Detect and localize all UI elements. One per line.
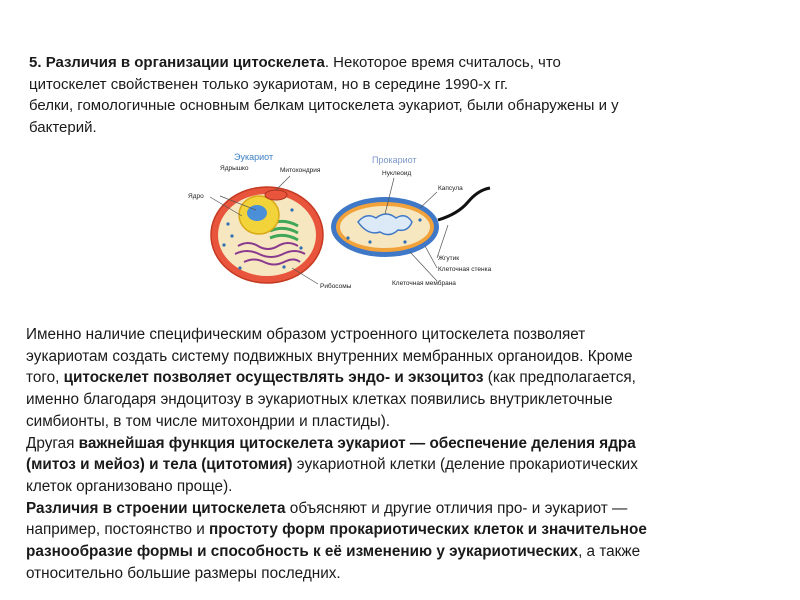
intro-line-3: белки, гомологичные основным белкам цитоскелета эукариот, были обнаружены и у (29, 97, 619, 114)
body-line-5: симбионты, в том числе митохондрии и пластиды). (26, 412, 391, 430)
body-text: того, (26, 369, 64, 387)
intro-line-1 (29, 52, 769, 74)
body-paragraph (26, 324, 778, 584)
label-nucleoid: Нуклеоид (382, 170, 412, 177)
label-nucleus: Ядро (188, 193, 204, 200)
body-text: эукариотной клетки (деление прокариотических (292, 456, 638, 474)
intro-line-2: цитоскелет свойственен только эукариотам, но в середине 1990-х гг. (29, 75, 509, 93)
body-line-10 (26, 519, 778, 541)
body-line-3 (26, 367, 778, 389)
eukaryote-cell (211, 187, 323, 283)
body-bold-text: цитоскелет позволяет осуществлять эндо- и экзоцитоз (63, 369, 484, 387)
body-bold-text: разнообразие формы и способность к её изменению у эукариотических (26, 543, 579, 561)
body-text: , а также (578, 543, 641, 561)
body-line-8: клеток организовано проще). (26, 477, 233, 495)
label-nucleolus: Ядрышко (220, 165, 249, 172)
body-line-9 (26, 498, 778, 520)
body-line-11 (26, 541, 778, 563)
body-text: например, постоянство и (26, 521, 209, 539)
body-line-1: Именно наличие специфическим образом устроенного цитоскелета позволяет (26, 326, 586, 343)
intro-text: . Некоторое время считалось, что (324, 54, 561, 71)
section-number: 5. (29, 54, 42, 71)
body-text: (как предполагается, (483, 369, 636, 387)
label-flagellum: Жгутик (438, 255, 460, 262)
body-line-12: относительно большие размеры последних. (26, 564, 341, 582)
intro-paragraph (29, 52, 769, 138)
body-line-4: именно благодаря эндоцитозу в эукариотных клетках появились внутриклеточные (26, 391, 613, 409)
cell-comparison-figure (180, 150, 520, 300)
body-bold-text: простоту форм прокариотических клеток и значительное (209, 521, 647, 539)
body-bold-text: Различия в строении цитоскелета (26, 499, 286, 517)
intro-line-4: бактерий. (29, 118, 97, 136)
body-line-7 (26, 454, 778, 476)
label-capsule: Капсула (438, 185, 463, 192)
body-bold-text: (митоз и мейоз) и тела (цитотомия) (26, 456, 293, 474)
body-text: объясняют и другие отличия про- и эукариот — (285, 499, 628, 517)
eukaryote-title: Эукариот (234, 152, 274, 162)
body-text: Другая (26, 434, 79, 452)
body-line-6 (26, 433, 778, 455)
label-cell-wall: Клеточная стенка (438, 266, 492, 273)
label-mitochondrion: Митохондрия (280, 167, 321, 174)
prokaryote-cell (331, 188, 490, 257)
body-bold-text: важнейшая функция цитоскелета эукариот — обеспечение деления ядра (78, 434, 636, 452)
label-cell-membrane: Клеточная мембрана (392, 280, 456, 287)
body-line-2: эукариотам создать систему подвижных внутренних мембранных органоидов. Кроме (26, 347, 633, 365)
label-ribosomes: Рибосомы (320, 283, 352, 290)
prokaryote-title: Прокариот (372, 155, 417, 165)
section-heading: Различия в организации цитоскелета (45, 54, 325, 71)
